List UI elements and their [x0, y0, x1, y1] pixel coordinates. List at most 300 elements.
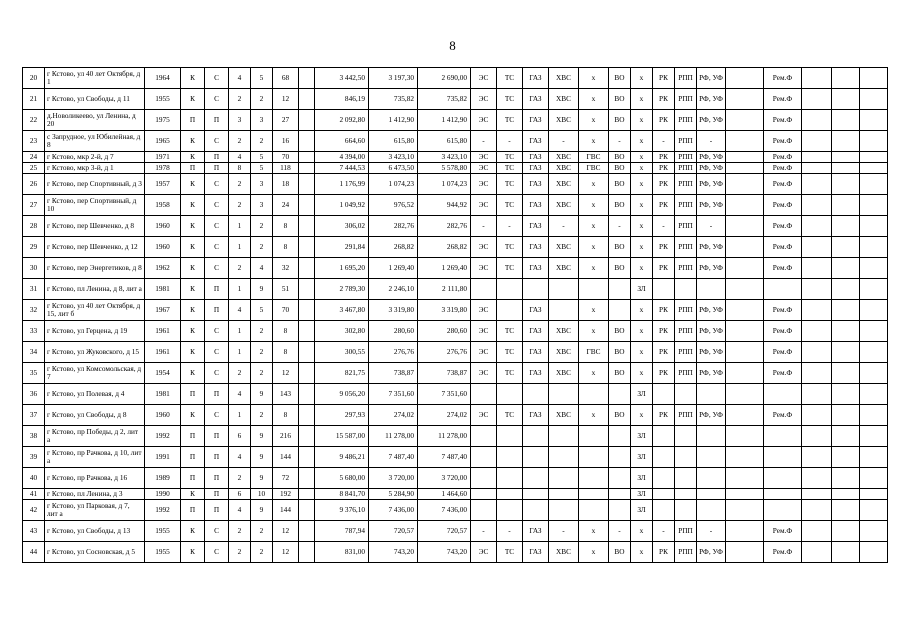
heating-cell: [497, 447, 523, 468]
service-rpp-cell: [675, 426, 697, 447]
blank-cell: [802, 489, 832, 500]
status-cell: х: [631, 110, 653, 131]
fund-cell: [697, 279, 726, 300]
service-rpp-cell: [675, 279, 697, 300]
fund-cell: -: [697, 216, 726, 237]
blank-cell: [832, 152, 860, 163]
blank-cell: [832, 321, 860, 342]
blank-cell: [832, 110, 860, 131]
address-cell: г Кстово, ул Полевая, д 4: [45, 384, 145, 405]
floors-cell: 2: [251, 405, 273, 426]
floors-cell: 2: [251, 89, 273, 110]
status-cell: ЗЛ: [631, 468, 653, 489]
blank-cell: [802, 468, 832, 489]
year-cell: 1962: [145, 258, 181, 279]
status-cell: х: [631, 542, 653, 563]
electricity-cell: ЭС: [471, 89, 497, 110]
year-cell: 1957: [145, 174, 181, 195]
row-number-cell: 35: [23, 363, 45, 384]
blank-cell: [802, 258, 832, 279]
sewerage-cell: -: [609, 521, 631, 542]
total-area-cell: 2 092,80: [315, 110, 369, 131]
table-row: [23, 237, 888, 258]
hot-water-cell: [579, 500, 609, 521]
table-row: [23, 542, 888, 563]
address-cell: г Кстово, ул 40 лет Октября, д 1: [45, 68, 145, 89]
blank-cell: [860, 489, 888, 500]
blank-cell: [860, 163, 888, 174]
residential-area-cell: 7 351,60: [418, 384, 471, 405]
year-cell: 1955: [145, 521, 181, 542]
total-area-cell: 7 444,53: [315, 163, 369, 174]
residential-area-cell: 11 278,00: [418, 426, 471, 447]
entrances-cell: 2: [229, 542, 251, 563]
service-rpp-cell: РПП: [675, 342, 697, 363]
row-number-cell: 34: [23, 342, 45, 363]
heating-cell: ТС: [497, 258, 523, 279]
total-area-cell: 787,94: [315, 521, 369, 542]
apartments-cell: 12: [273, 89, 299, 110]
entrances-cell: 6: [229, 426, 251, 447]
repair-fund-cell: Рем.Ф: [764, 68, 802, 89]
heating-cell: ТС: [497, 174, 523, 195]
gas-cell: ГАЗ: [523, 174, 549, 195]
wall-type-cell: П: [181, 110, 205, 131]
material-cell: С: [205, 342, 229, 363]
electricity-cell: [471, 489, 497, 500]
fund-cell: [697, 500, 726, 521]
entrances-cell: 8: [229, 163, 251, 174]
status-cell: х: [631, 174, 653, 195]
blank-cell: [802, 237, 832, 258]
status-cell: х: [631, 405, 653, 426]
wall-type-cell: К: [181, 342, 205, 363]
apartments-cell: 51: [273, 279, 299, 300]
service-rk-cell: [653, 279, 675, 300]
apartments-cell: 24: [273, 195, 299, 216]
heating-cell: ТС: [497, 542, 523, 563]
address-cell: г Кстово, пр Рачкова, д 16: [45, 468, 145, 489]
extra-cell: [726, 500, 764, 521]
gas-cell: ГАЗ: [523, 89, 549, 110]
living-area-cell: 720,57: [369, 521, 418, 542]
table-row: [23, 195, 888, 216]
repair-fund-cell: Рем.Ф: [764, 342, 802, 363]
residential-area-cell: 1 464,60: [418, 489, 471, 500]
wall-type-cell: К: [181, 321, 205, 342]
material-cell: П: [205, 279, 229, 300]
blank-cell: [802, 89, 832, 110]
cold-water-cell: ХВС: [549, 405, 579, 426]
cold-water-cell: [549, 300, 579, 321]
wall-type-cell: П: [181, 500, 205, 521]
heating-cell: -: [497, 131, 523, 152]
blank-cell: [860, 384, 888, 405]
hot-water-cell: [579, 279, 609, 300]
row-number-cell: 43: [23, 521, 45, 542]
blank-cell: [860, 174, 888, 195]
blank-cell: [802, 68, 832, 89]
residential-area-cell: 276,76: [418, 342, 471, 363]
cold-water-cell: [549, 468, 579, 489]
gas-cell: ГАЗ: [523, 405, 549, 426]
hot-water-cell: х: [579, 542, 609, 563]
total-area-cell: 9 376,10: [315, 500, 369, 521]
entrances-cell: 4: [229, 152, 251, 163]
row-number-cell: 24: [23, 152, 45, 163]
repair-fund-cell: Рем.Ф: [764, 521, 802, 542]
entrances-cell: 4: [229, 447, 251, 468]
living-area-cell: 274,02: [369, 405, 418, 426]
floors-cell: 3: [251, 174, 273, 195]
living-area-cell: 735,82: [369, 89, 418, 110]
blank-cell: [299, 342, 315, 363]
floors-cell: 9: [251, 447, 273, 468]
repair-fund-cell: [764, 468, 802, 489]
service-rpp-cell: [675, 489, 697, 500]
blank-cell: [832, 258, 860, 279]
blank-cell: [860, 89, 888, 110]
cold-water-cell: ХВС: [549, 163, 579, 174]
extra-cell: [726, 195, 764, 216]
hot-water-cell: х: [579, 363, 609, 384]
year-cell: 1971: [145, 152, 181, 163]
cold-water-cell: ХВС: [549, 342, 579, 363]
extra-cell: [726, 131, 764, 152]
table-row: [23, 342, 888, 363]
total-area-cell: 302,80: [315, 321, 369, 342]
blank-cell: [832, 468, 860, 489]
table-row: [23, 174, 888, 195]
blank-cell: [832, 521, 860, 542]
table-row: [23, 405, 888, 426]
electricity-cell: ЭС: [471, 405, 497, 426]
floors-cell: 9: [251, 500, 273, 521]
living-area-cell: 1 074,23: [369, 174, 418, 195]
fund-cell: [697, 468, 726, 489]
heating-cell: ТС: [497, 152, 523, 163]
floors-cell: 2: [251, 131, 273, 152]
material-cell: С: [205, 363, 229, 384]
address-cell: д.Новоликеево, ул Ленина, д 20: [45, 110, 145, 131]
extra-cell: [726, 258, 764, 279]
repair-fund-cell: Рем.Ф: [764, 152, 802, 163]
row-number-cell: 27: [23, 195, 45, 216]
material-cell: С: [205, 89, 229, 110]
electricity-cell: ЭС: [471, 110, 497, 131]
living-area-cell: 3 423,10: [369, 152, 418, 163]
hot-water-cell: х: [579, 237, 609, 258]
row-number-cell: 44: [23, 542, 45, 563]
electricity-cell: ЭС: [471, 542, 497, 563]
row-number-cell: 22: [23, 110, 45, 131]
total-area-cell: 3 467,80: [315, 300, 369, 321]
row-number-cell: 41: [23, 489, 45, 500]
blank-cell: [802, 426, 832, 447]
apartments-cell: 8: [273, 405, 299, 426]
electricity-cell: -: [471, 131, 497, 152]
electricity-cell: ЭС: [471, 321, 497, 342]
blank-cell: [860, 321, 888, 342]
year-cell: 1960: [145, 237, 181, 258]
address-cell: г Кстово, ул Комсомольская, д 7: [45, 363, 145, 384]
wall-type-cell: К: [181, 195, 205, 216]
residential-area-cell: 7 487,40: [418, 447, 471, 468]
address-cell: г Кстово, пр Победы, д 2, лит а: [45, 426, 145, 447]
extra-cell: [726, 521, 764, 542]
year-cell: 1989: [145, 468, 181, 489]
service-rpp-cell: РПП: [675, 258, 697, 279]
hot-water-cell: х: [579, 321, 609, 342]
extra-cell: [726, 163, 764, 174]
electricity-cell: ЭС: [471, 174, 497, 195]
entrances-cell: 2: [229, 363, 251, 384]
residential-area-cell: 268,82: [418, 237, 471, 258]
cold-water-cell: -: [549, 131, 579, 152]
cold-water-cell: [549, 447, 579, 468]
hot-water-cell: х: [579, 258, 609, 279]
floors-cell: 2: [251, 342, 273, 363]
wall-type-cell: П: [181, 468, 205, 489]
wall-type-cell: К: [181, 279, 205, 300]
service-rpp-cell: РПП: [675, 174, 697, 195]
fund-cell: РФ, УФ: [697, 542, 726, 563]
wall-type-cell: К: [181, 405, 205, 426]
hot-water-cell: х: [579, 300, 609, 321]
service-rk-cell: [653, 384, 675, 405]
apartments-cell: 8: [273, 321, 299, 342]
row-number-cell: 40: [23, 468, 45, 489]
service-rk-cell: РК: [653, 68, 675, 89]
floors-cell: 9: [251, 384, 273, 405]
fund-cell: РФ, УФ: [697, 363, 726, 384]
service-rk-cell: РК: [653, 258, 675, 279]
table-row: [23, 68, 888, 89]
material-cell: П: [205, 300, 229, 321]
sewerage-cell: [609, 384, 631, 405]
table-row: [23, 521, 888, 542]
blank-cell: [802, 363, 832, 384]
sewerage-cell: ВО: [609, 237, 631, 258]
year-cell: 1978: [145, 163, 181, 174]
table-row: [23, 426, 888, 447]
table-row: [23, 384, 888, 405]
year-cell: 1981: [145, 279, 181, 300]
electricity-cell: [471, 279, 497, 300]
blank-cell: [802, 521, 832, 542]
wall-type-cell: К: [181, 152, 205, 163]
wall-type-cell: К: [181, 237, 205, 258]
service-rk-cell: -: [653, 521, 675, 542]
blank-cell: [860, 426, 888, 447]
heating-cell: [497, 300, 523, 321]
service-rpp-cell: РПП: [675, 163, 697, 174]
blank-cell: [860, 279, 888, 300]
cold-water-cell: [549, 384, 579, 405]
blank-cell: [299, 131, 315, 152]
table-row: [23, 500, 888, 521]
blank-cell: [832, 300, 860, 321]
blank-cell: [832, 405, 860, 426]
fund-cell: РФ, УФ: [697, 68, 726, 89]
blank-cell: [832, 195, 860, 216]
extra-cell: [726, 279, 764, 300]
gas-cell: ГАЗ: [523, 542, 549, 563]
heating-cell: -: [497, 216, 523, 237]
fund-cell: [697, 447, 726, 468]
sewerage-cell: [609, 279, 631, 300]
extra-cell: [726, 342, 764, 363]
service-rk-cell: РК: [653, 174, 675, 195]
address-cell: г Кстово, пл Ленина, д 3: [45, 489, 145, 500]
material-cell: С: [205, 174, 229, 195]
total-area-cell: 291,84: [315, 237, 369, 258]
year-cell: 1955: [145, 89, 181, 110]
service-rpp-cell: РПП: [675, 521, 697, 542]
cold-water-cell: [549, 500, 579, 521]
row-number-cell: 21: [23, 89, 45, 110]
fund-cell: [697, 384, 726, 405]
blank-cell: [299, 174, 315, 195]
blank-cell: [299, 447, 315, 468]
apartments-cell: 8: [273, 216, 299, 237]
status-cell: х: [631, 195, 653, 216]
gas-cell: ГАЗ: [523, 363, 549, 384]
extra-cell: [726, 216, 764, 237]
repair-fund-cell: Рем.Ф: [764, 89, 802, 110]
blank-cell: [860, 258, 888, 279]
gas-cell: [523, 384, 549, 405]
repair-fund-cell: [764, 279, 802, 300]
apartments-cell: 12: [273, 542, 299, 563]
living-area-cell: 11 278,00: [369, 426, 418, 447]
total-area-cell: 9 486,21: [315, 447, 369, 468]
blank-cell: [299, 489, 315, 500]
fund-cell: -: [697, 521, 726, 542]
living-area-cell: 3 720,00: [369, 468, 418, 489]
status-cell: х: [631, 68, 653, 89]
extra-cell: [726, 468, 764, 489]
entrances-cell: 1: [229, 279, 251, 300]
electricity-cell: ЭС: [471, 237, 497, 258]
total-area-cell: 297,93: [315, 405, 369, 426]
apartments-cell: 8: [273, 342, 299, 363]
heating-cell: [497, 426, 523, 447]
row-number-cell: 38: [23, 426, 45, 447]
year-cell: 1992: [145, 426, 181, 447]
status-cell: х: [631, 258, 653, 279]
wall-type-cell: К: [181, 68, 205, 89]
status-cell: х: [631, 216, 653, 237]
fund-cell: РФ, УФ: [697, 258, 726, 279]
material-cell: С: [205, 542, 229, 563]
blank-cell: [802, 342, 832, 363]
row-number-cell: 23: [23, 131, 45, 152]
sewerage-cell: ВО: [609, 195, 631, 216]
fund-cell: [697, 489, 726, 500]
cold-water-cell: ХВС: [549, 174, 579, 195]
year-cell: 1965: [145, 131, 181, 152]
blank-cell: [802, 500, 832, 521]
repair-fund-cell: Рем.Ф: [764, 237, 802, 258]
service-rpp-cell: [675, 468, 697, 489]
residential-area-cell: 2 111,80: [418, 279, 471, 300]
fund-cell: -: [697, 131, 726, 152]
gas-cell: ГАЗ: [523, 110, 549, 131]
heating-cell: ТС: [497, 237, 523, 258]
row-number-cell: 30: [23, 258, 45, 279]
blank-cell: [802, 131, 832, 152]
hot-water-cell: х: [579, 174, 609, 195]
repair-fund-cell: Рем.Ф: [764, 405, 802, 426]
entrances-cell: 3: [229, 110, 251, 131]
sewerage-cell: ВО: [609, 321, 631, 342]
heating-cell: [497, 500, 523, 521]
residential-area-cell: 3 319,80: [418, 300, 471, 321]
service-rk-cell: РК: [653, 152, 675, 163]
residential-area-cell: 720,57: [418, 521, 471, 542]
hot-water-cell: х: [579, 216, 609, 237]
gas-cell: ГАЗ: [523, 195, 549, 216]
year-cell: 1958: [145, 195, 181, 216]
table-body: [23, 68, 888, 563]
blank-cell: [299, 300, 315, 321]
cold-water-cell: -: [549, 216, 579, 237]
heating-cell: -: [497, 521, 523, 542]
entrances-cell: 2: [229, 521, 251, 542]
sewerage-cell: ВО: [609, 174, 631, 195]
blank-cell: [860, 237, 888, 258]
year-cell: 1960: [145, 405, 181, 426]
cold-water-cell: ХВС: [549, 258, 579, 279]
year-cell: 1964: [145, 68, 181, 89]
material-cell: П: [205, 468, 229, 489]
fund-cell: РФ, УФ: [697, 342, 726, 363]
blank-cell: [299, 152, 315, 163]
cold-water-cell: ХВС: [549, 321, 579, 342]
gas-cell: [523, 468, 549, 489]
material-cell: С: [205, 131, 229, 152]
electricity-cell: ЭС: [471, 363, 497, 384]
blank-cell: [299, 68, 315, 89]
table-row: [23, 163, 888, 174]
gas-cell: [523, 500, 549, 521]
living-area-cell: 268,82: [369, 237, 418, 258]
extra-cell: [726, 300, 764, 321]
fund-cell: РФ, УФ: [697, 152, 726, 163]
material-cell: П: [205, 426, 229, 447]
blank-cell: [299, 384, 315, 405]
service-rpp-cell: РПП: [675, 68, 697, 89]
row-number-cell: 42: [23, 500, 45, 521]
floors-cell: 10: [251, 489, 273, 500]
fund-cell: РФ, УФ: [697, 174, 726, 195]
extra-cell: [726, 110, 764, 131]
electricity-cell: ЭС: [471, 300, 497, 321]
sewerage-cell: [609, 447, 631, 468]
hot-water-cell: х: [579, 89, 609, 110]
cold-water-cell: ХВС: [549, 542, 579, 563]
apartments-cell: 70: [273, 300, 299, 321]
gas-cell: ГАЗ: [523, 163, 549, 174]
address-cell: г Кстово, пер Спортивный, д 3: [45, 174, 145, 195]
cold-water-cell: [549, 426, 579, 447]
page-number: 8: [449, 38, 456, 53]
gas-cell: [523, 279, 549, 300]
blank-cell: [299, 279, 315, 300]
cold-water-cell: ХВС: [549, 152, 579, 163]
wall-type-cell: К: [181, 131, 205, 152]
